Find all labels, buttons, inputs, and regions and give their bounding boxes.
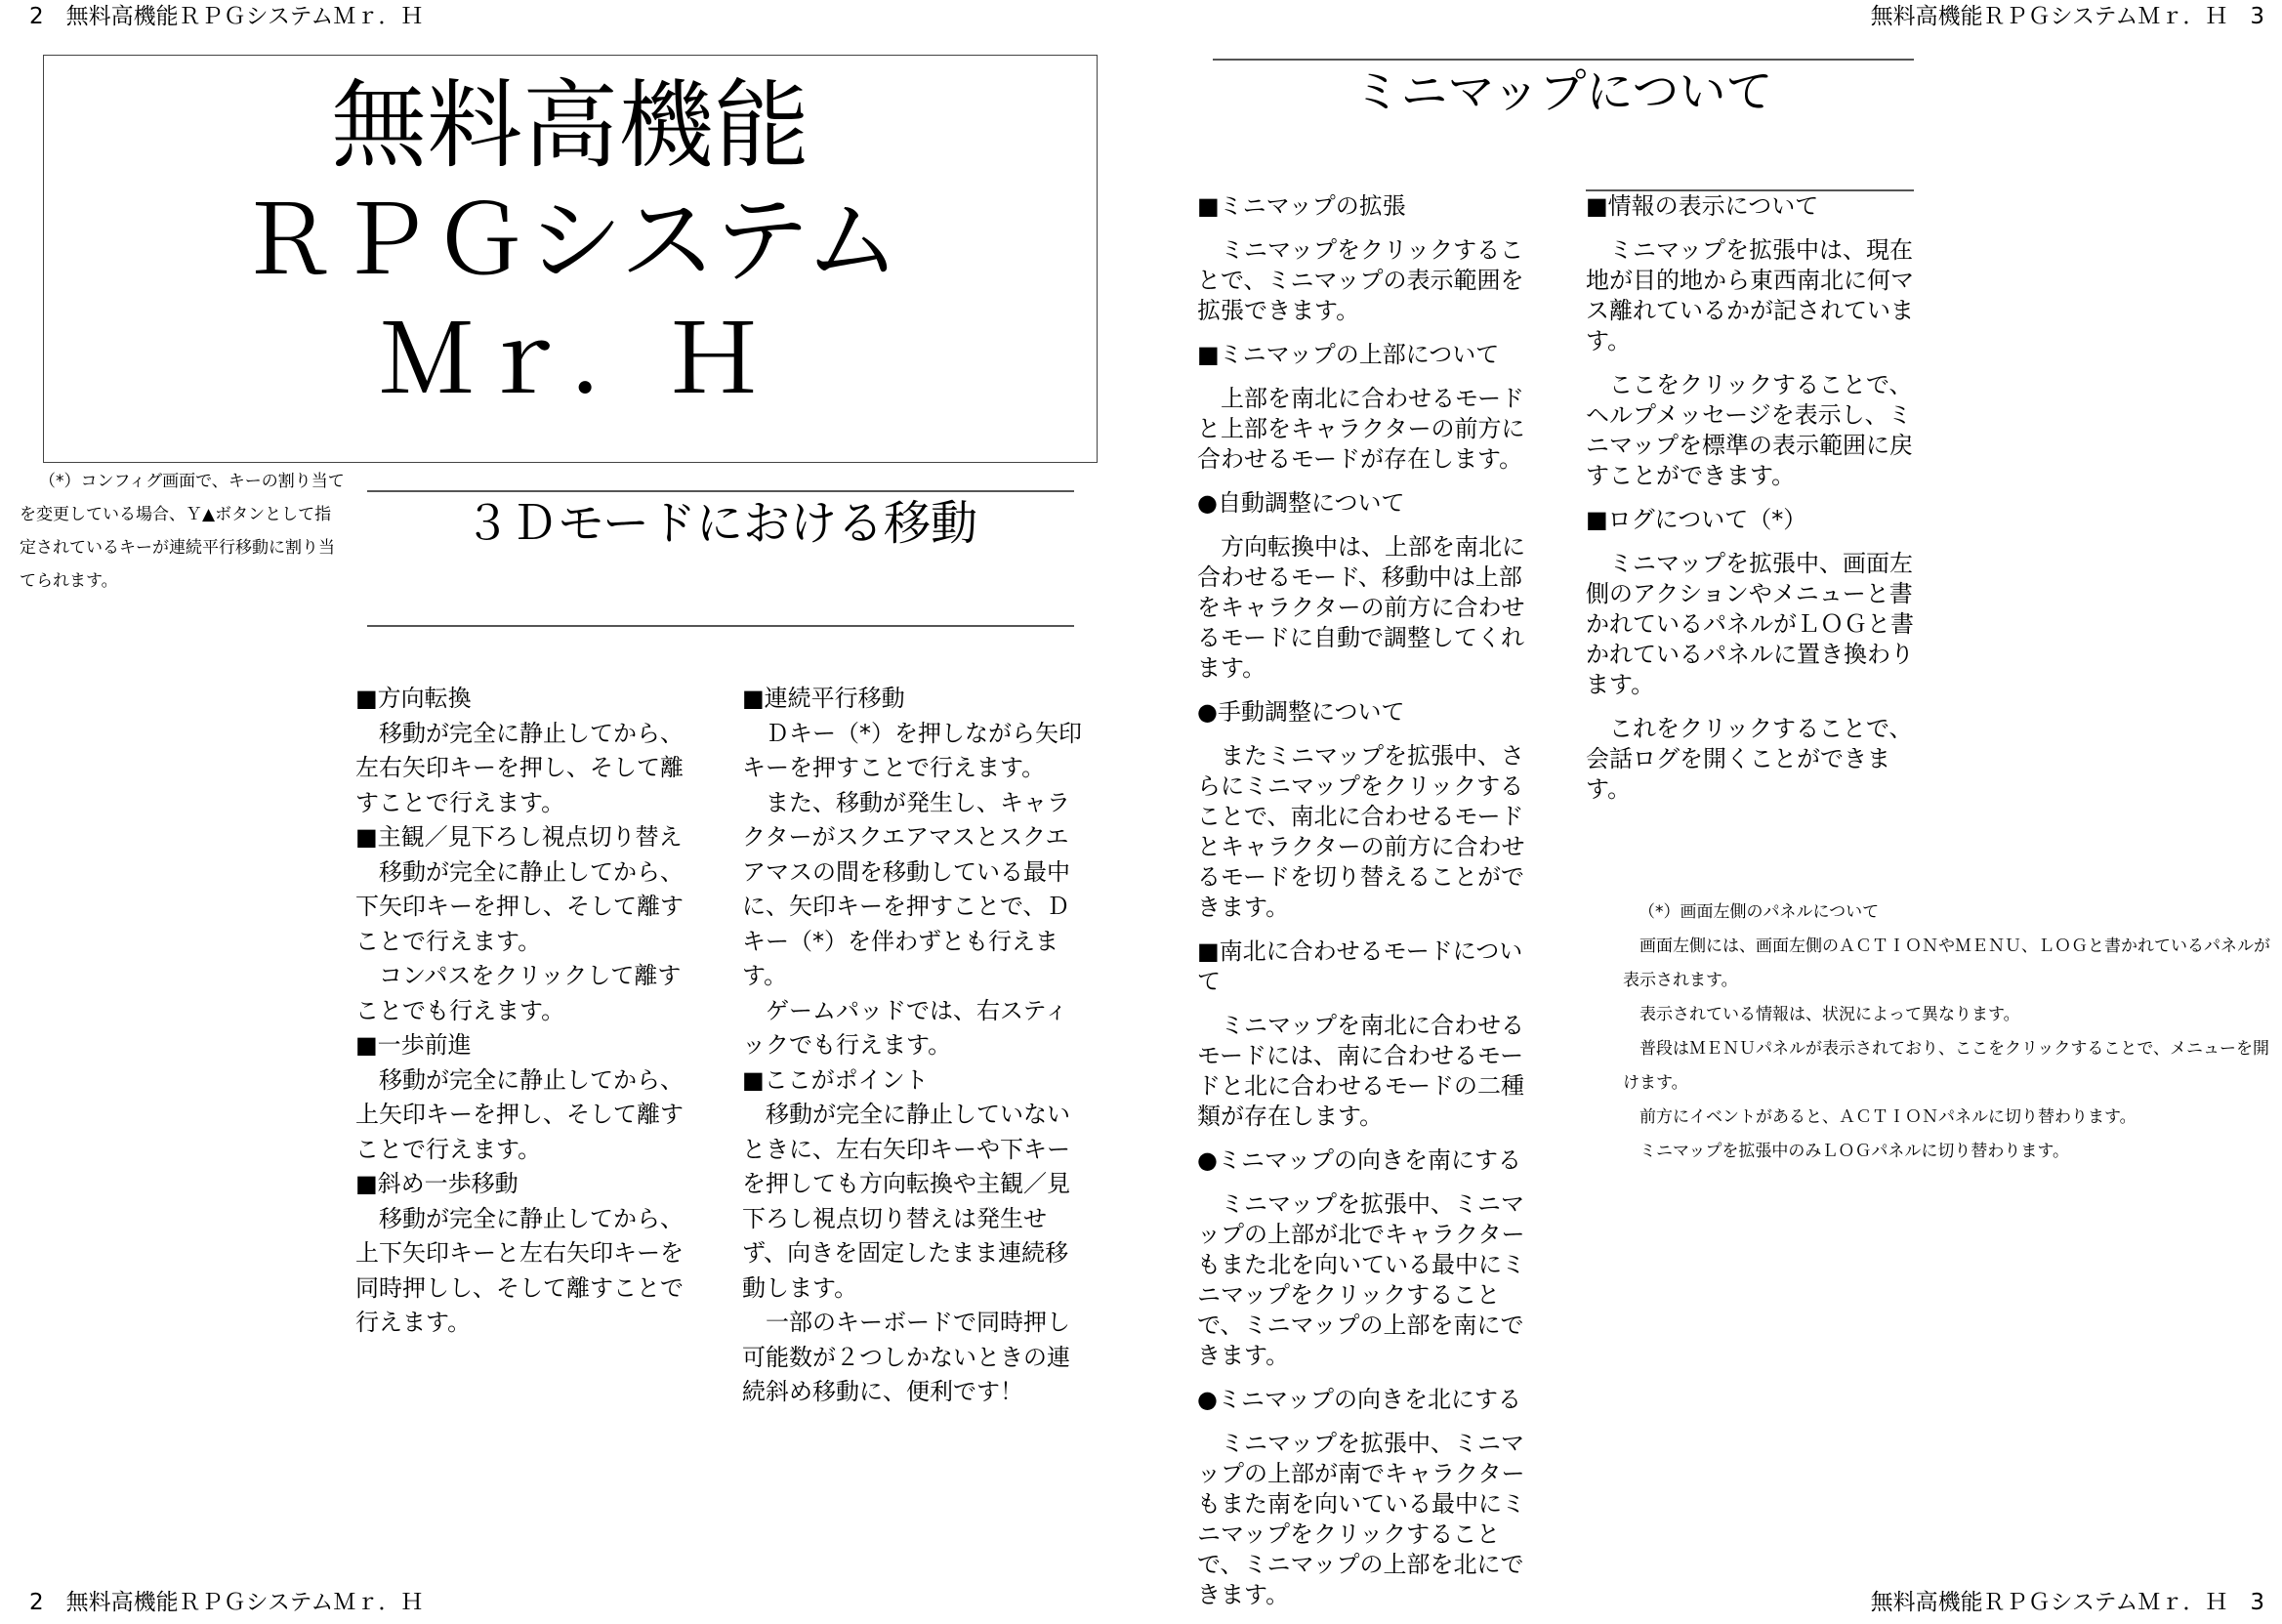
side-note-line: を変更している場合、Ｙ▲ボタンとして指 [20, 505, 332, 524]
side-note-line: てられます。 [20, 571, 118, 591]
panel-note [1623, 895, 2277, 1169]
footer-right: 無料高機能ＲＰＧシステムＭｒ．Ｈ 3 [1870, 1590, 2264, 1615]
subheading: ■ログについて（*） [1586, 506, 1807, 533]
paragraph: 移動が完全に静止してから、上矢印キーを押し、そして離すことで行えます。 [355, 1065, 684, 1163]
paragraph: またミニマップを拡張中、さらにミニマップをクリックすることで、南北に合わせるモードとキャラクターの前方に合わせるモードを切り替えることができます。 [1197, 742, 1525, 921]
paragraph: ミニマップを拡張中は、現在地が目的地から東西南北に何マス離れているかが記されています。 [1586, 236, 1914, 354]
paragraph: コンパスをクリックして離すことでも行えます。 [355, 962, 682, 1024]
paragraph: 移動が完全に静止してから、上下矢印キーと左右矢印キーを同時押しし、そして離すことで行えます。 [355, 1204, 684, 1336]
right-column-2 [1586, 191, 1933, 818]
subheading: ●手動調整について [1197, 698, 1405, 726]
paragraph: 上部を南北に合わせるモードと上部をキャラクターの前方に合わせるモードが存在します。 [1197, 385, 1525, 473]
paragraph: ミニマップを拡張中、ミニマップの上部が南でキャラクターもまた南を向いている最中にミニマップをクリックすることで、ミニマップの上部を北にできます。 [1197, 1430, 1525, 1608]
paragraph: 移動が完全に静止してから、下矢印キーを押し、そして離すことで行えます。 [355, 857, 684, 955]
title-box [43, 55, 1098, 463]
title-line-3: Ｍｒ．Ｈ [378, 305, 762, 416]
left-column-1 [355, 682, 703, 1341]
note-heading: （*）画面左側のパネルについて [1639, 902, 1880, 922]
paragraph: 移動が完全に静止していないときに、左右矢印キーや下キーを押しても方向転換や主観／見下ろし視点切り替えは発生せず、向きを固定したまま連続移動します。 [742, 1101, 1070, 1302]
divider [367, 625, 1074, 627]
section-title-3d-move: ３Ｄモードにおける移動 [463, 496, 978, 551]
paragraph: 一部のキーボードで同時押し可能数が２つしかないときの連続斜め移動に、便利です！ [742, 1309, 1070, 1405]
note-line: 表示されている情報は、状況によって異なります。 [1639, 1005, 2020, 1024]
subheading: ■斜め一歩移動 [355, 1170, 519, 1197]
paragraph: 方向転換中は、上部を南北に合わせるモード、移動中は上部をキャラクターの前方に合わせるモードに自動で調整してくれます。 [1197, 533, 1525, 682]
subheading: ●ミニマップの向きを北にする [1197, 1386, 1521, 1413]
note-line: ミニマップを拡張中のみＬＯＧパネルに切り替わります。 [1639, 1142, 2069, 1161]
subheading: ■ここがポイント [742, 1065, 929, 1094]
paragraph: ミニマップを拡張中、ミニマップの上部が北でキャラクターもまた北を向いている最中にミニマップをクリックすることで、ミニマップの上部を南にできます。 [1197, 1190, 1525, 1369]
subheading: ■方向転換 [355, 685, 472, 712]
subheading: ■主観／見下ろし視点切り替え [355, 823, 683, 851]
paragraph: ミニマップをクリックすることで、ミニマップの表示範囲を拡張できます。 [1197, 236, 1524, 324]
paragraph: また、移動が発生し、キャラクターがスクエアマスとスクエアマスの間を移動している最中に、矢印キーを押すことで、Ｄキー（*）を伴わずとも行えます。 [742, 788, 1070, 989]
title-line-1: 無料高機能 [330, 70, 809, 182]
left-column-2 [742, 682, 1090, 1410]
section-title-minimap: ミニマップについて [1353, 64, 1773, 119]
side-note-line: 定されているキーが連続平行移動に割り当 [20, 538, 335, 558]
paragraph: ミニマップを拡張中、画面左側のアクションやメニューと書かれているパネルがＬＯＧと書かれているパネルに置き換わります。 [1586, 550, 1914, 698]
header-left: 2 無料高機能ＲＰＧシステムＭｒ．Ｈ [29, 4, 424, 29]
divider [367, 490, 1074, 492]
header-right: 無料高機能ＲＰＧシステムＭｒ．Ｈ 3 [1870, 4, 2264, 29]
note-line: 普段はＭＥＮＵパネルが表示されており、ここをクリックすることで、メニューを開けます。 [1623, 1039, 2269, 1093]
title-line-2: ＲＰＧシステム [239, 186, 901, 297]
subheading: ■南北に合わせるモードについて [1197, 937, 1523, 995]
paragraph: ここをクリックすることで、ヘルプメッセージを表示し、ミニマップを標準の表示範囲に戻すことができます。 [1586, 371, 1914, 489]
paragraph: 移動が完全に静止してから、左右矢印キーを押し、そして離すことで行えます。 [355, 719, 684, 816]
divider [1213, 59, 1914, 61]
paragraph: Ｄキー（*）を押しながら矢印キーを押すことで行えます。 [742, 719, 1082, 781]
paragraph: これをクリックすることで、会話ログを開くことができます。 [1586, 715, 1913, 803]
footer-left: 2 無料高機能ＲＰＧシステムＭｒ．Ｈ [29, 1590, 424, 1615]
subheading: ●自動調整について [1197, 489, 1405, 517]
subheading: ■ミニマップの上部について [1197, 341, 1500, 368]
note-line: 画面左側には、画面左側のＡＣＴＩＯＮやＭＥＮＵ、ＬＯＧと書かれているパネルが表示されます。 [1623, 937, 2270, 990]
paragraph: ミニマップを南北に合わせるモードには、南に合わせるモードと北に合わせるモードの二種類が存在します。 [1197, 1012, 1525, 1130]
subheading: ■一歩前進 [355, 1031, 472, 1059]
side-note-line: （*）コンフィグ画面で、キーの割り当て [39, 472, 345, 491]
subheading: ■情報の表示について [1586, 192, 1819, 220]
subheading: ●ミニマップの向きを南にする [1197, 1146, 1521, 1174]
side-note [20, 465, 361, 598]
subheading: ■連続平行移動 [742, 685, 905, 712]
right-column-1 [1197, 191, 1545, 1624]
note-line: 前方にイベントがあると、ＡＣＴＩＯＮパネルに切り替わります。 [1639, 1107, 2137, 1127]
paragraph: ゲームパッドでは、右スティックでも行えます。 [742, 996, 1068, 1059]
subheading: ■ミニマップの拡張 [1197, 192, 1406, 220]
